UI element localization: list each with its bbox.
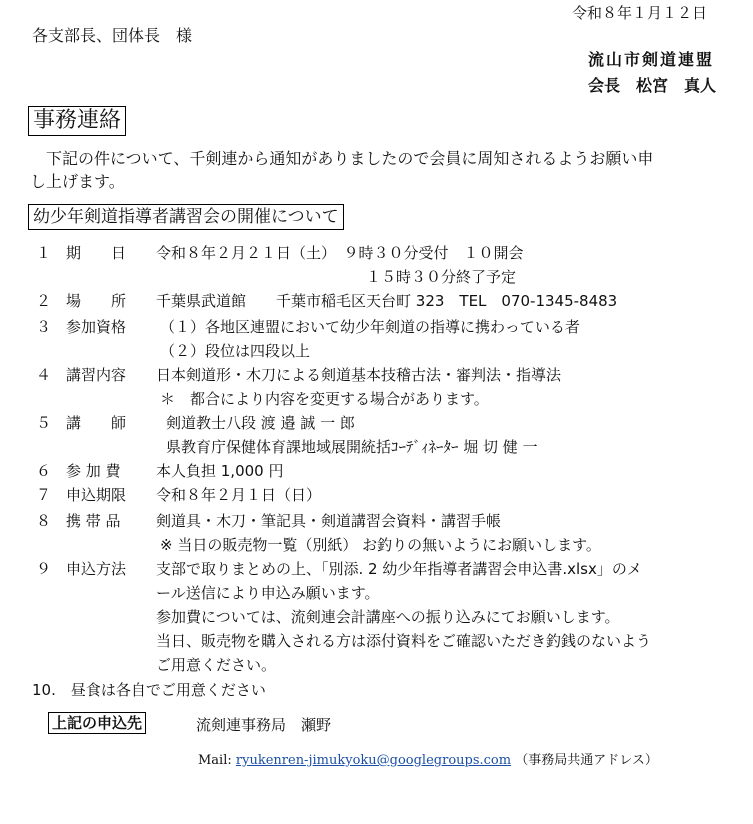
contact-office: 流剣連事務局 瀬野: [196, 716, 332, 734]
item-value: 剣道具・木刀・筆記具・剣道講習会資料・講習手帳: [156, 512, 502, 530]
item-value: １５時３０分終了予定: [156, 268, 517, 286]
item-number: ６: [36, 462, 52, 480]
item-label-deadline: 申込期限: [66, 486, 127, 504]
item-value: 当日、販売物を購入される方は添付資料をご確認いただき釣銭のないよう: [156, 632, 652, 650]
contact-mail-line: [198, 752, 658, 770]
intro-text-line-1: 下記の件について、千剣連から通知がありましたので会員に周知されるようお願い申: [30, 149, 654, 168]
item-value: 本人負担 1,000 円: [156, 462, 284, 480]
item-number: ７: [36, 486, 52, 504]
notice-title: 事務連絡: [28, 106, 126, 136]
item-value: 千葉県武道館 千葉市稲毛区天台町 323 TEL 070-1345-8483: [156, 292, 618, 310]
item-value: ご用意ください。: [156, 656, 277, 674]
item-value: 令和８年２月２１日（土） ９時３０分受付 １０開会: [156, 244, 524, 262]
item-value: 剣道教士八段 渡 邉 誠 一 郎: [166, 414, 355, 432]
item-value: 参加費については、流剣連会計講座への振り込みにてお願いします。: [156, 608, 620, 626]
mail-label: Mail:: [198, 753, 232, 768]
item-number: ４: [36, 366, 52, 384]
item-label-application: 申込方法: [66, 560, 127, 578]
item-label-content: 講習内容: [66, 366, 127, 384]
item-number: ２: [36, 292, 52, 310]
intro-text-line-2: し上げます。: [30, 172, 125, 191]
sender-org: 流山市剣道連盟: [588, 50, 715, 69]
item-value: （２）段位は四段以上: [160, 342, 311, 360]
item-value: 令和８年２月１日（日）: [156, 486, 322, 504]
item-label-instructor: 講 師: [66, 414, 127, 432]
mail-address-link[interactable]: ryukenren-jimukyoku@googlegroups.com: [235, 753, 512, 768]
item-value: 支部で取りまとめの上、「別添. 2 幼少年指導者講習会申込書.xlsx」のメ: [156, 560, 642, 578]
sender-name: 会長 松宮 真人: [588, 76, 717, 95]
item-label-belongings: 携 帯 品: [66, 512, 121, 530]
item-value: ＊ 都合により内容を変更する場合があります。: [160, 390, 489, 408]
addressee: 各支部長、団体長 様: [32, 26, 193, 45]
item-value: （１）各地区連盟において幼少年剣道の指導に携わっている者: [160, 318, 580, 336]
item-value: ール送信により申込み願います。: [156, 584, 380, 602]
item-label-date: 期 日: [66, 244, 127, 262]
item-value: 日本剣道形・木刀による剣道基本技稽古法・審判法・指導法: [156, 366, 562, 384]
item-number: ５: [36, 414, 52, 432]
item-value: 県教育庁保健体育課地域展開統括ｺｰﾃﾞｨﾈｰﾀｰ 堀 切 健 一: [166, 438, 538, 456]
document-date: 令和８年１月１２日: [572, 4, 708, 22]
item-label-place: 場 所: [66, 292, 127, 310]
item-value: ※ 当日の販売物一覧（別紙） お釣りの無いようにお願いします。: [160, 536, 601, 554]
item-number: ９: [36, 560, 52, 578]
item-number: ３: [36, 318, 52, 336]
item-label-qualification: 参加資格: [66, 318, 127, 336]
mail-note: （事務局共通アドレス）: [515, 753, 658, 768]
item-number: ８: [36, 512, 52, 530]
item-lunch: 10. 昼食は各自でご用意ください: [32, 681, 266, 699]
section-title: 幼少年剣道指導者講習会の開催について: [28, 204, 344, 230]
contact-label: 上記の申込先: [48, 712, 146, 734]
item-label-fee: 参 加 費: [66, 462, 121, 480]
item-number: １: [36, 244, 52, 262]
